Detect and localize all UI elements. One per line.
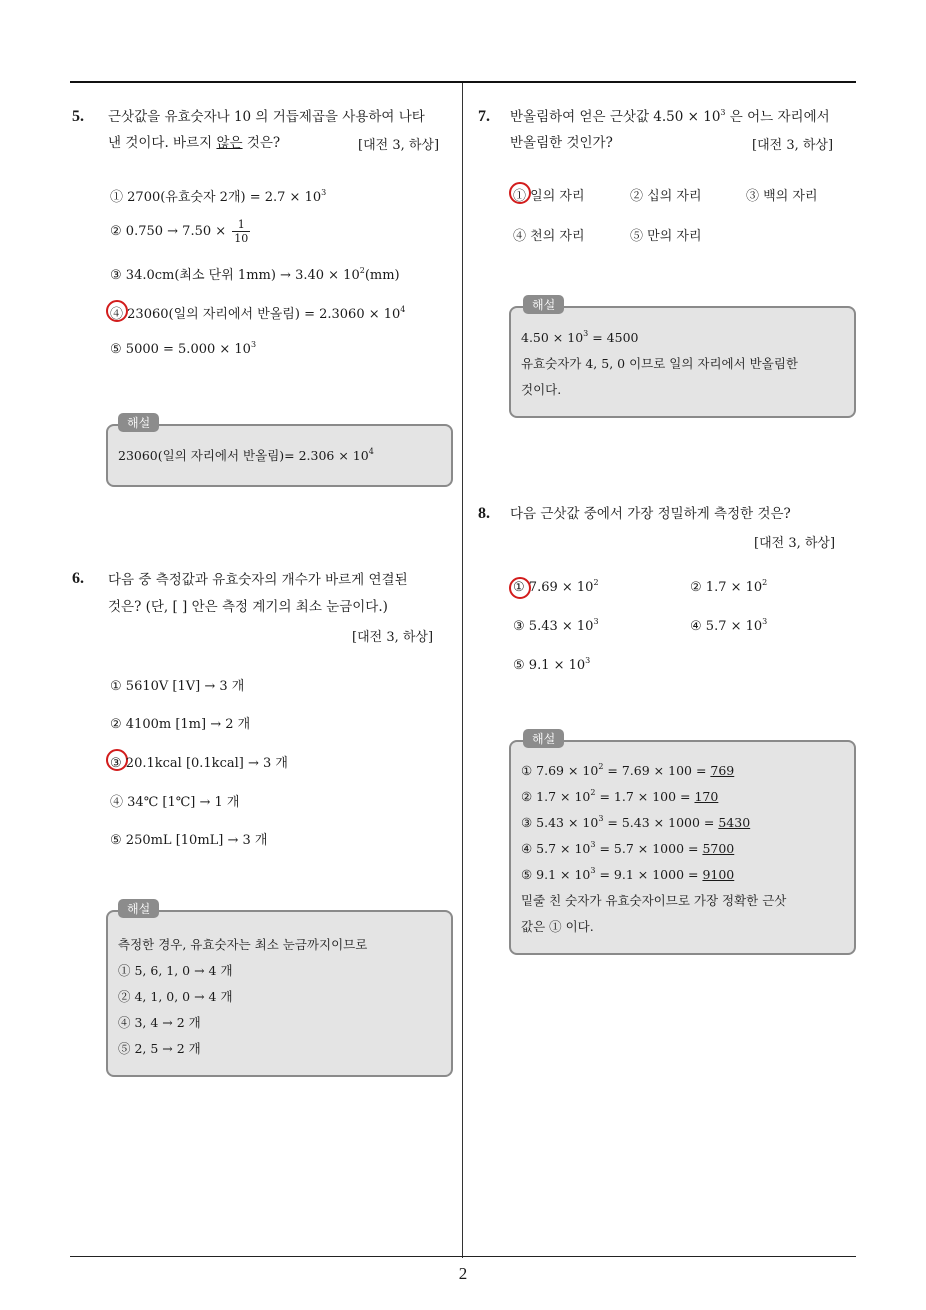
explanation-line: ③ $5.43 \times 10^3 = 5.43 \times 1000 = 5430$ — [521, 814, 751, 830]
explanation-line: 밑줄 친 숫자가 유효숫자이므로 가장 정확한 근삿 — [521, 893, 787, 908]
explanation-box — [509, 306, 856, 418]
emphasis-underline: 않은 — [216, 135, 243, 151]
explanation-text: 23060(일의 자리에서 반올림)= $2.306 \times 10^4$ — [118, 447, 374, 463]
explanation-label: 해설 — [523, 729, 564, 748]
question-text-line-2: 것은? (단, [ ] 안은 측정 계기의 최소 눈금이다.) — [108, 599, 388, 615]
question-text-line-1: 다음 중 측정값과 유효숫자의 개수가 바르게 연결된 — [108, 572, 408, 588]
option-3[interactable]: ③ 20.1kcal [0.1kcal] → 3 개 — [110, 756, 288, 771]
option-5[interactable]: ⑤ 만의 자리 — [630, 229, 702, 244]
explanation-box — [106, 424, 453, 487]
explanation-line: 값은 ① 이다. — [521, 919, 594, 934]
explanation-line: ① $7.69 \times 10^2 = 7.69 \times 100 = 769$ — [521, 762, 735, 778]
question-number: 6. — [72, 570, 84, 587]
bottom-rule — [70, 1256, 856, 1257]
fraction: $\frac{1}{10}$ — [234, 218, 249, 245]
question-number: 8. — [478, 505, 490, 522]
option-2[interactable]: ② 십의 자리 — [630, 189, 702, 204]
option-1[interactable]: ① 일의 자리 — [513, 189, 585, 204]
option-5[interactable]: ⑤ $9.1 \times 10^3$ — [513, 656, 591, 673]
option-5[interactable]: ⑤ $5000 = 5.000 \times 10^3$ — [110, 340, 257, 357]
question-text-line-1: 다음 근삿값 중에서 가장 정밀하게 측정한 것은? — [510, 506, 791, 522]
question-text-line-2: 반올림한 것인가? — [510, 135, 613, 151]
explanation-line: ④ $5.7 \times 10^3 = 5.7 \times 1000 = 5700$ — [521, 840, 735, 856]
option-4[interactable]: ④ 천의 자리 — [513, 229, 585, 244]
option-2[interactable]: ② $1.7 \times 10^2$ — [690, 578, 768, 595]
option-1[interactable]: ① 5610V [1V] → 3 개 — [110, 679, 245, 694]
explanation-label: 해설 — [523, 295, 564, 314]
explanation-box — [106, 910, 453, 1077]
question-text-line-2: 낸 것이다. 바르지 않은 것은? — [108, 135, 281, 151]
column-divider — [462, 83, 463, 1258]
explanation-label: 해설 — [118, 413, 159, 432]
option-5[interactable]: ⑤ 250mL [10mL] → 3 개 — [110, 833, 268, 848]
explanation-label: 해설 — [118, 899, 159, 918]
question-number: 5. — [72, 108, 84, 125]
question-text-line-1: 근삿값을 유효숫자나 10 의 거듭제곱을 사용하여 나타 — [108, 109, 425, 125]
top-rule — [70, 81, 856, 83]
option-4[interactable]: ④ 23060(일의 자리에서 반올림) = $2.3060 \times 10^4$ — [110, 305, 406, 322]
question-source: [대전 3, 하상] — [352, 630, 434, 645]
option-2[interactable]: ② 0.750 → 7.50 × $\frac{1}{10}$ — [110, 218, 249, 245]
option-4[interactable]: ④ $5.7 \times 10^3$ — [690, 617, 768, 634]
explanation-text — [521, 758, 786, 940]
explanation-text: $4.50 \times 10^3 = 4500$ 유효숫자가 4, 5, 0 이므로 일의 자리에서 반올림한 것이다. — [521, 329, 798, 397]
explanation-line: ⑤ $9.1 \times 10^3 = 9.1 \times 1000 = 9100$ — [521, 866, 735, 882]
page-number: 2 — [458, 1264, 468, 1283]
option-3[interactable]: ③ 34.0cm(최소 단위 $1mm) \to 3.40 \times 10^2(mm)$ — [110, 266, 400, 283]
option-1[interactable]: ① 2700(유효숫자 2개) = $2.7 \times 10^3$ — [110, 188, 327, 205]
question-source: [대전 3, 하상] — [358, 138, 440, 153]
question-text-line-1: 반올림하여 얻은 근삿값 $4.50 \times 10^3$ 은 어느 자리에서 — [510, 108, 830, 125]
option-2[interactable]: ② 4100m [1m] → 2 개 — [110, 717, 251, 732]
explanation-box — [509, 740, 856, 955]
explanation-line: ② $1.7 \times 10^2 = 1.7 \times 100 = 170$ — [521, 788, 719, 804]
option-3[interactable]: ③ $5.43 \times 10^3$ — [513, 617, 599, 634]
question-source: [대전 3, 하상] — [754, 536, 836, 551]
explanation-text: 측정한 경우, 유효숫자는 최소 눈금까지이므로 ① 5, 6, 1, 0 → 4 개 ② 4, 1, 0, 0 → 4 개 ④ 3, 4 → 2 개 ⑤ 2, 5 → 2 개 — [118, 937, 368, 1056]
option-4[interactable]: ④ 34℃ [1℃] → 1 개 — [110, 795, 240, 810]
question-number: 7. — [478, 108, 490, 125]
option-1[interactable]: ① $7.69 \times 10^2$ — [513, 578, 599, 595]
option-3[interactable]: ③ 백의 자리 — [746, 189, 818, 204]
question-source: [대전 3, 하상] — [752, 138, 834, 153]
